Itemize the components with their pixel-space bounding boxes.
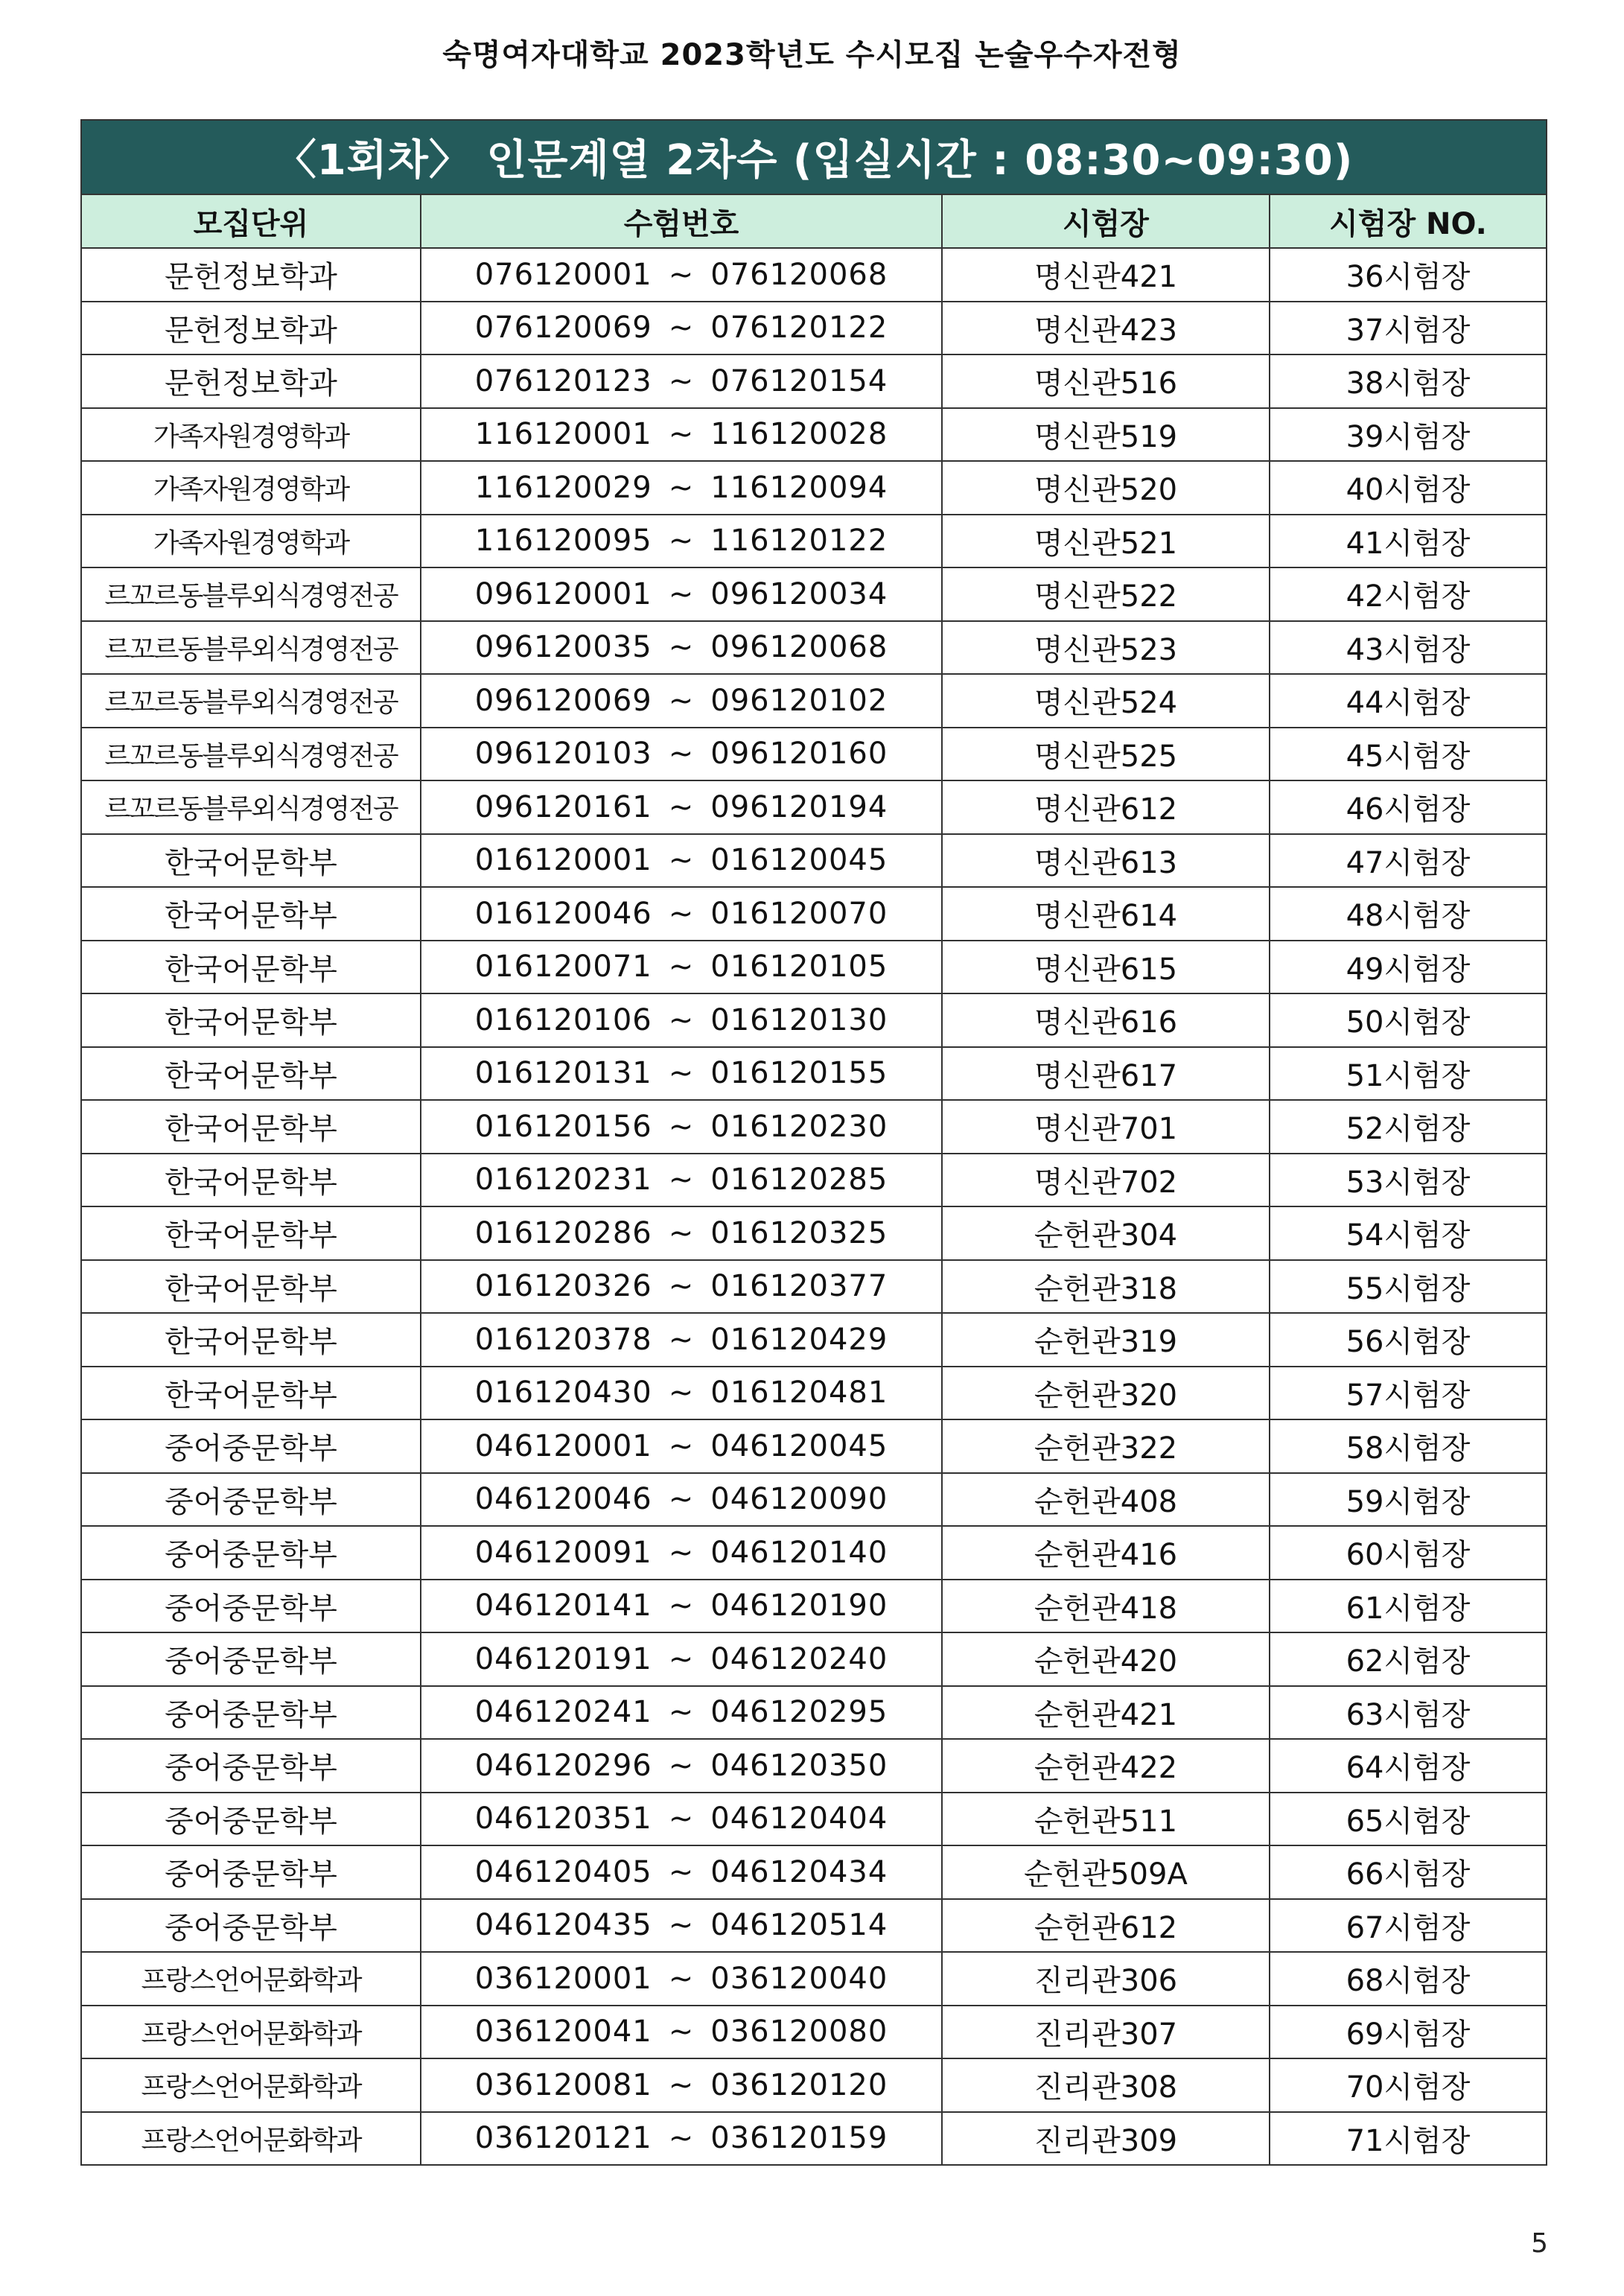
cell-exam-room: 명신관525 <box>942 728 1270 781</box>
range-start: 016120378 <box>474 1322 652 1357</box>
header-unit: 모집단위 <box>81 194 421 248</box>
cell-exam-room: 순헌관421 <box>942 1686 1270 1740</box>
cell-room-no: 56시험장 <box>1270 1313 1547 1367</box>
range-separator: ~ <box>668 1109 695 1144</box>
cell-unit: 르꼬르동블루외식경영전공 <box>81 567 421 621</box>
range-end: 016120429 <box>710 1322 888 1357</box>
range-separator: ~ <box>668 1322 695 1357</box>
cell-unit: 르꼬르동블루외식경영전공 <box>81 728 421 781</box>
cell-unit: 중어중문학부 <box>81 1793 421 1846</box>
cell-exam-number-range <box>421 1419 942 1473</box>
range-start: 036120121 <box>474 2121 652 2156</box>
range-separator: ~ <box>668 843 695 878</box>
cell-unit: 한국어문학부 <box>81 834 421 888</box>
cell-unit: 한국어문학부 <box>81 941 421 994</box>
range-start: 096120103 <box>474 737 652 772</box>
range-end: 116120122 <box>710 524 888 559</box>
cell-room-no: 68시험장 <box>1270 1952 1547 2006</box>
range-start: 096120161 <box>474 789 652 824</box>
cell-exam-number-range <box>421 2058 942 2112</box>
table-row <box>81 1526 1547 1580</box>
range-separator: ~ <box>668 1748 695 1783</box>
cell-exam-number-range <box>421 1100 942 1154</box>
range-end: 076120122 <box>710 311 888 346</box>
range-separator: ~ <box>668 1376 695 1411</box>
cell-room-no: 44시험장 <box>1270 674 1547 728</box>
table-row <box>81 1367 1547 1420</box>
range-end: 016120285 <box>710 1163 888 1198</box>
cell-room-no: 47시험장 <box>1270 834 1547 888</box>
cell-unit: 중어중문학부 <box>81 1526 421 1580</box>
range-separator: ~ <box>668 1428 695 1463</box>
header-room-no: 시험장 NO. <box>1270 194 1547 248</box>
cell-room-no: 45시험장 <box>1270 728 1547 781</box>
table-row <box>81 1154 1547 1207</box>
range-end: 046120404 <box>710 1801 888 1837</box>
cell-unit: 가족자원경영학과 <box>81 408 421 462</box>
range-start: 016120131 <box>474 1056 652 1091</box>
range-separator: ~ <box>668 630 695 665</box>
cell-exam-room: 순헌관420 <box>942 1632 1270 1686</box>
range-end: 046120090 <box>710 1482 888 1517</box>
table-row <box>81 515 1547 568</box>
cell-exam-room: 순헌관408 <box>942 1473 1270 1527</box>
range-start: 036120081 <box>474 2067 652 2102</box>
session-banner: 〈1회차〉 인문계열 2차수 (입실시간 : 08:30~09:30) <box>81 120 1547 194</box>
cell-room-no: 37시험장 <box>1270 302 1547 355</box>
cell-room-no: 70시험장 <box>1270 2058 1547 2112</box>
cell-exam-room: 명신관521 <box>942 515 1270 568</box>
range-start: 016120430 <box>474 1376 652 1411</box>
range-start: 046120241 <box>474 1695 652 1730</box>
table-row <box>81 2058 1547 2112</box>
cell-unit: 중어중문학부 <box>81 1580 421 1633</box>
table-row <box>81 248 1547 302</box>
range-separator: ~ <box>668 576 695 611</box>
cell-room-no: 36시험장 <box>1270 248 1547 302</box>
range-separator: ~ <box>668 1535 695 1570</box>
cell-room-no: 48시험장 <box>1270 887 1547 941</box>
range-start: 046120351 <box>474 1801 652 1837</box>
cell-exam-number-range <box>421 1206 942 1260</box>
range-separator: ~ <box>668 1215 695 1250</box>
cell-unit: 르꼬르동블루외식경영전공 <box>81 621 421 675</box>
cell-exam-room: 명신관522 <box>942 567 1270 621</box>
range-end: 016120325 <box>710 1215 888 1250</box>
range-end: 046120140 <box>710 1535 888 1570</box>
cell-room-no: 61시험장 <box>1270 1580 1547 1633</box>
cell-exam-number-range <box>421 1952 942 2006</box>
cell-room-no: 46시험장 <box>1270 780 1547 834</box>
cell-exam-room: 순헌관318 <box>942 1260 1270 1314</box>
cell-unit: 프랑스언어문화학과 <box>81 2006 421 2059</box>
range-end: 016120070 <box>710 896 888 931</box>
cell-exam-room: 순헌관511 <box>942 1793 1270 1846</box>
table-row <box>81 1473 1547 1527</box>
cell-exam-number-range <box>421 1154 942 1207</box>
range-end: 036120040 <box>710 1961 888 1996</box>
table-banner-row <box>81 120 1547 194</box>
table-row <box>81 2112 1547 2166</box>
table-header-row <box>81 194 1547 248</box>
range-separator: ~ <box>668 311 695 346</box>
cell-unit: 한국어문학부 <box>81 1047 421 1101</box>
cell-exam-room: 명신관520 <box>942 461 1270 515</box>
range-start: 036120041 <box>474 2014 652 2049</box>
cell-exam-number-range <box>421 1686 942 1740</box>
range-end: 036120120 <box>710 2067 888 2102</box>
cell-exam-number-range <box>421 515 942 568</box>
range-separator: ~ <box>668 683 695 718</box>
cell-exam-number-range <box>421 248 942 302</box>
range-separator: ~ <box>668 1854 695 1889</box>
range-separator: ~ <box>668 896 695 931</box>
range-separator: ~ <box>668 1695 695 1730</box>
table-row <box>81 941 1547 994</box>
range-end: 076120068 <box>710 257 888 292</box>
range-start: 046120405 <box>474 1854 652 1889</box>
range-separator: ~ <box>668 2014 695 2049</box>
table-row <box>81 728 1547 781</box>
range-separator: ~ <box>668 737 695 772</box>
range-separator: ~ <box>668 1908 695 1943</box>
cell-unit: 한국어문학부 <box>81 1100 421 1154</box>
table-row <box>81 302 1547 355</box>
table-row <box>81 1580 1547 1633</box>
table-row <box>81 1100 1547 1154</box>
range-separator: ~ <box>668 1002 695 1037</box>
table-row <box>81 1845 1547 1899</box>
cell-exam-number-range <box>421 354 942 408</box>
cell-room-no: 41시험장 <box>1270 515 1547 568</box>
cell-exam-number-range <box>421 1845 942 1899</box>
cell-unit: 문헌정보학과 <box>81 248 421 302</box>
range-start: 016120286 <box>474 1215 652 1250</box>
range-end: 036120080 <box>710 2014 888 2049</box>
range-end: 046120045 <box>710 1428 888 1463</box>
range-separator: ~ <box>668 1641 695 1676</box>
cell-exam-number-range <box>421 887 942 941</box>
cell-exam-room: 명신관617 <box>942 1047 1270 1101</box>
cell-unit: 중어중문학부 <box>81 1632 421 1686</box>
table-row <box>81 1686 1547 1740</box>
cell-unit: 중어중문학부 <box>81 1845 421 1899</box>
range-end: 016120130 <box>710 1002 888 1037</box>
table-row <box>81 834 1547 888</box>
cell-room-no: 55시험장 <box>1270 1260 1547 1314</box>
range-separator: ~ <box>668 1589 695 1624</box>
cell-exam-number-range <box>421 1793 942 1846</box>
page-number: 5 <box>1531 2228 1548 2259</box>
range-end: 046120295 <box>710 1695 888 1730</box>
table-row <box>81 408 1547 462</box>
header-exam-room: 시험장 <box>942 194 1270 248</box>
range-start: 016120156 <box>474 1109 652 1144</box>
range-start: 016120326 <box>474 1269 652 1304</box>
cell-unit: 르꼬르동블루외식경영전공 <box>81 674 421 728</box>
cell-exam-room: 명신관423 <box>942 302 1270 355</box>
cell-room-no: 71시험장 <box>1270 2112 1547 2166</box>
range-start: 046120191 <box>474 1641 652 1676</box>
range-end: 116120094 <box>710 470 888 505</box>
document-title: 숙명여자대학교 2023학년도 수시모집 논술우수자전형 <box>442 38 1182 72</box>
table-row <box>81 993 1547 1047</box>
range-separator: ~ <box>668 950 695 985</box>
cell-exam-number-range <box>421 1739 942 1793</box>
range-end: 096120102 <box>710 683 888 718</box>
cell-unit: 한국어문학부 <box>81 1367 421 1420</box>
range-end: 046120190 <box>710 1589 888 1624</box>
range-start: 016120071 <box>474 950 652 985</box>
range-end: 046120240 <box>710 1641 888 1676</box>
cell-room-no: 52시험장 <box>1270 1100 1547 1154</box>
table-body <box>81 248 1547 2165</box>
range-start: 116120095 <box>474 524 652 559</box>
cell-room-no: 39시험장 <box>1270 408 1547 462</box>
table-row <box>81 354 1547 408</box>
cell-unit: 프랑스언어문화학과 <box>81 1952 421 2006</box>
range-start: 076120001 <box>474 257 652 292</box>
cell-exam-room: 순헌관320 <box>942 1367 1270 1420</box>
range-start: 076120123 <box>474 363 652 398</box>
cell-room-no: 62시험장 <box>1270 1632 1547 1686</box>
cell-exam-number-range <box>421 408 942 462</box>
cell-exam-number-range <box>421 2112 942 2166</box>
range-end: 016120230 <box>710 1109 888 1144</box>
range-separator: ~ <box>668 417 695 452</box>
range-separator: ~ <box>668 2067 695 2102</box>
cell-room-no: 66시험장 <box>1270 1845 1547 1899</box>
cell-exam-room: 순헌관418 <box>942 1580 1270 1633</box>
cell-exam-room: 명신관613 <box>942 834 1270 888</box>
cell-room-no: 51시험장 <box>1270 1047 1547 1101</box>
header-exam-number: 수험번호 <box>421 194 942 248</box>
table-row <box>81 1739 1547 1793</box>
cell-exam-number-range <box>421 674 942 728</box>
table-row <box>81 1260 1547 1314</box>
cell-exam-room: 진리관309 <box>942 2112 1270 2166</box>
table-row <box>81 461 1547 515</box>
cell-room-no: 67시험장 <box>1270 1899 1547 1953</box>
cell-exam-number-range <box>421 780 942 834</box>
cell-exam-room: 순헌관509A <box>942 1845 1270 1899</box>
table-row <box>81 1419 1547 1473</box>
range-start: 046120091 <box>474 1535 652 1570</box>
cell-exam-number-range <box>421 1047 942 1101</box>
range-end: 096120068 <box>710 630 888 665</box>
range-start: 096120001 <box>474 576 652 611</box>
cell-unit: 중어중문학부 <box>81 1473 421 1527</box>
range-start: 096120035 <box>474 630 652 665</box>
cell-exam-room: 명신관616 <box>942 993 1270 1047</box>
table-row <box>81 1313 1547 1367</box>
range-separator: ~ <box>668 2121 695 2156</box>
cell-room-no: 38시험장 <box>1270 354 1547 408</box>
cell-unit: 한국어문학부 <box>81 1313 421 1367</box>
cell-exam-number-range <box>421 1313 942 1367</box>
cell-exam-number-range <box>421 993 942 1047</box>
range-separator: ~ <box>668 524 695 559</box>
range-start: 036120001 <box>474 1961 652 1996</box>
cell-exam-room: 순헌관319 <box>942 1313 1270 1367</box>
cell-exam-room: 명신관524 <box>942 674 1270 728</box>
range-start: 116120001 <box>474 417 652 452</box>
cell-room-no: 54시험장 <box>1270 1206 1547 1260</box>
range-end: 116120028 <box>710 417 888 452</box>
range-end: 016120045 <box>710 843 888 878</box>
range-start: 116120029 <box>474 470 652 505</box>
range-end: 046120514 <box>710 1908 888 1943</box>
range-start: 046120046 <box>474 1482 652 1517</box>
cell-exam-room: 명신관615 <box>942 941 1270 994</box>
cell-room-no: 42시험장 <box>1270 567 1547 621</box>
cell-room-no: 60시험장 <box>1270 1526 1547 1580</box>
cell-room-no: 40시험장 <box>1270 461 1547 515</box>
cell-exam-room: 명신관614 <box>942 887 1270 941</box>
cell-exam-room: 명신관523 <box>942 621 1270 675</box>
range-start: 046120001 <box>474 1428 652 1463</box>
range-end: 036120159 <box>710 2121 888 2156</box>
cell-exam-room: 명신관702 <box>942 1154 1270 1207</box>
table-row <box>81 887 1547 941</box>
table-row <box>81 1632 1547 1686</box>
cell-room-no: 63시험장 <box>1270 1686 1547 1740</box>
range-end: 076120154 <box>710 363 888 398</box>
range-start: 046120141 <box>474 1589 652 1624</box>
range-start: 076120069 <box>474 311 652 346</box>
cell-exam-room: 명신관519 <box>942 408 1270 462</box>
table-row <box>81 621 1547 675</box>
cell-room-no: 69시험장 <box>1270 2006 1547 2059</box>
cell-exam-number-range <box>421 1367 942 1420</box>
range-start: 016120046 <box>474 896 652 931</box>
cell-room-no: 53시험장 <box>1270 1154 1547 1207</box>
cell-exam-room: 순헌관304 <box>942 1206 1270 1260</box>
cell-room-no: 58시험장 <box>1270 1419 1547 1473</box>
cell-exam-room: 명신관701 <box>942 1100 1270 1154</box>
exam-room-table <box>80 119 1547 2166</box>
cell-exam-number-range <box>421 2006 942 2059</box>
cell-exam-number-range <box>421 1260 942 1314</box>
cell-exam-number-range <box>421 1580 942 1633</box>
cell-unit: 프랑스언어문화학과 <box>81 2058 421 2112</box>
cell-exam-room: 명신관612 <box>942 780 1270 834</box>
range-end: 016120377 <box>710 1269 888 1304</box>
range-separator: ~ <box>668 363 695 398</box>
cell-unit: 프랑스언어문화학과 <box>81 2112 421 2166</box>
cell-exam-number-range <box>421 1632 942 1686</box>
cell-unit: 한국어문학부 <box>81 887 421 941</box>
range-end: 096120160 <box>710 737 888 772</box>
range-start: 016120001 <box>474 843 652 878</box>
table-row <box>81 1952 1547 2006</box>
cell-exam-number-range <box>421 1526 942 1580</box>
cell-room-no: 65시험장 <box>1270 1793 1547 1846</box>
cell-unit: 한국어문학부 <box>81 1260 421 1314</box>
cell-unit: 중어중문학부 <box>81 1739 421 1793</box>
cell-room-no: 64시험장 <box>1270 1739 1547 1793</box>
range-start: 046120296 <box>474 1748 652 1783</box>
cell-exam-room: 진리관308 <box>942 2058 1270 2112</box>
cell-exam-room: 순헌관612 <box>942 1899 1270 1953</box>
table-row <box>81 674 1547 728</box>
cell-unit: 중어중문학부 <box>81 1899 421 1953</box>
range-separator: ~ <box>668 1269 695 1304</box>
cell-unit: 한국어문학부 <box>81 993 421 1047</box>
range-end: 096120194 <box>710 789 888 824</box>
range-end: 016120155 <box>710 1056 888 1091</box>
range-separator: ~ <box>668 1163 695 1198</box>
table-row <box>81 1793 1547 1846</box>
range-start: 046120435 <box>474 1908 652 1943</box>
range-separator: ~ <box>668 789 695 824</box>
cell-exam-room: 순헌관322 <box>942 1419 1270 1473</box>
table-row <box>81 2006 1547 2059</box>
cell-unit: 가족자원경영학과 <box>81 461 421 515</box>
table-row <box>81 1899 1547 1953</box>
cell-exam-number-range <box>421 461 942 515</box>
cell-exam-number-range <box>421 834 942 888</box>
cell-unit: 르꼬르동블루외식경영전공 <box>81 780 421 834</box>
range-separator: ~ <box>668 1482 695 1517</box>
cell-unit: 중어중문학부 <box>81 1686 421 1740</box>
cell-exam-number-range <box>421 728 942 781</box>
cell-exam-room: 진리관306 <box>942 1952 1270 2006</box>
range-end: 016120105 <box>710 950 888 985</box>
cell-unit: 한국어문학부 <box>81 1154 421 1207</box>
cell-exam-room: 진리관307 <box>942 2006 1270 2059</box>
cell-exam-number-range <box>421 941 942 994</box>
range-end: 016120481 <box>710 1376 888 1411</box>
range-separator: ~ <box>668 257 695 292</box>
table-row <box>81 567 1547 621</box>
cell-room-no: 43시험장 <box>1270 621 1547 675</box>
cell-room-no: 50시험장 <box>1270 993 1547 1047</box>
range-start: 016120106 <box>474 1002 652 1037</box>
cell-exam-room: 순헌관422 <box>942 1739 1270 1793</box>
range-separator: ~ <box>668 470 695 505</box>
cell-exam-number-range <box>421 1473 942 1527</box>
cell-unit: 가족자원경영학과 <box>81 515 421 568</box>
range-separator: ~ <box>668 1801 695 1837</box>
range-start: 016120231 <box>474 1163 652 1198</box>
cell-room-no: 59시험장 <box>1270 1473 1547 1527</box>
range-end: 096120034 <box>710 576 888 611</box>
cell-room-no: 49시험장 <box>1270 941 1547 994</box>
cell-exam-number-range <box>421 302 942 355</box>
cell-exam-room: 명신관421 <box>942 248 1270 302</box>
table-row <box>81 1206 1547 1260</box>
cell-unit: 한국어문학부 <box>81 1206 421 1260</box>
cell-exam-number-range <box>421 567 942 621</box>
cell-unit: 문헌정보학과 <box>81 302 421 355</box>
cell-exam-room: 명신관516 <box>942 354 1270 408</box>
table-row <box>81 780 1547 834</box>
range-separator: ~ <box>668 1056 695 1091</box>
range-start: 096120069 <box>474 683 652 718</box>
table-row <box>81 1047 1547 1101</box>
cell-exam-number-range <box>421 621 942 675</box>
range-end: 046120434 <box>710 1854 888 1889</box>
range-end: 046120350 <box>710 1748 888 1783</box>
cell-unit: 중어중문학부 <box>81 1419 421 1473</box>
cell-room-no: 57시험장 <box>1270 1367 1547 1420</box>
cell-exam-number-range <box>421 1899 942 1953</box>
cell-unit: 문헌정보학과 <box>81 354 421 408</box>
cell-exam-room: 순헌관416 <box>942 1526 1270 1580</box>
range-separator: ~ <box>668 1961 695 1996</box>
